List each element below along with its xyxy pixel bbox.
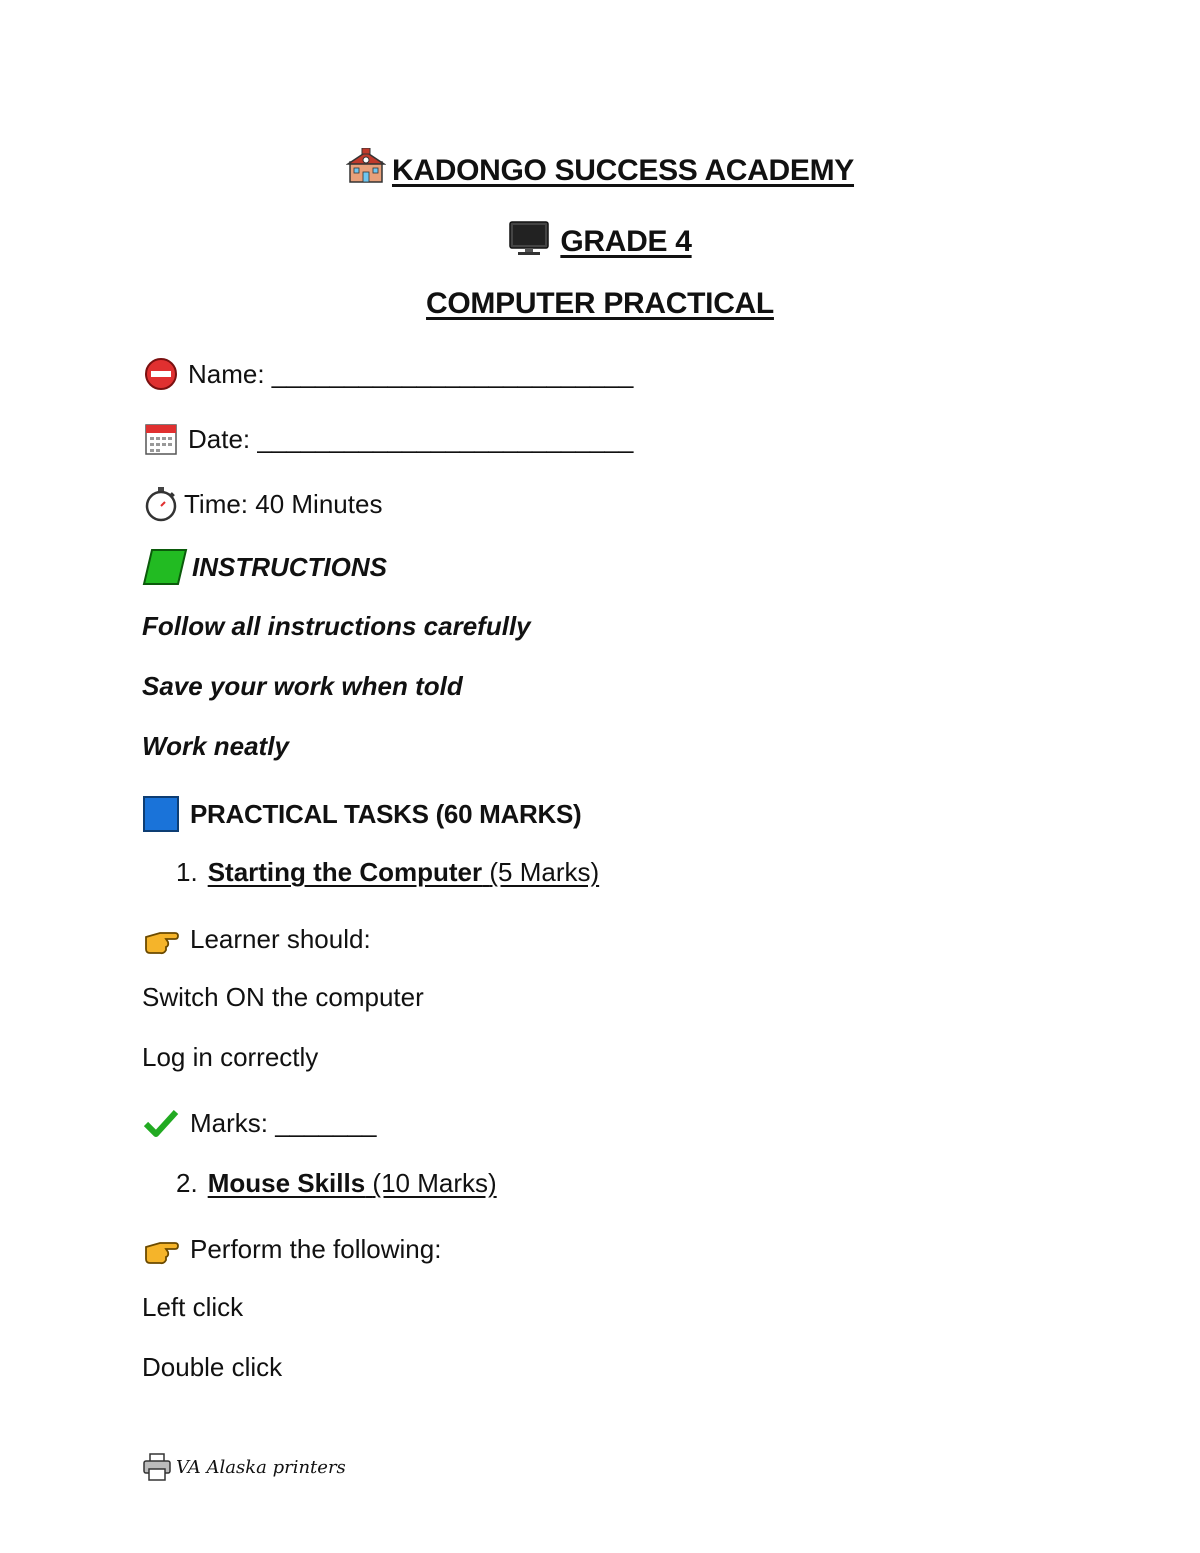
school-icon (346, 148, 386, 184)
grade-label: GRADE 4 (560, 225, 692, 258)
task1-step: Log in correctly (142, 1042, 319, 1072)
grade-title (0, 220, 1200, 259)
green-parallelogram-icon (142, 548, 188, 586)
instructions-label: INSTRUCTIONS (192, 551, 387, 582)
task2-number: 2. (176, 1168, 198, 1198)
task2-step: Double click (142, 1352, 283, 1382)
instruction-item: Save your work when told (142, 671, 463, 701)
task2-title-wrap (208, 1168, 497, 1199)
task1-lead (142, 920, 371, 958)
task1-title: Starting the Computer (207, 857, 483, 887)
task1-lead-text: Learner should: (190, 923, 371, 954)
task2-title: Mouse Skills (207, 1168, 366, 1198)
pointing-hand-icon (142, 1230, 180, 1268)
task1-marks-field (142, 1104, 376, 1142)
no-entry-icon (142, 355, 180, 393)
pointing-hand-icon (142, 920, 180, 958)
check-mark-icon (142, 1104, 180, 1142)
blue-square-icon (142, 795, 180, 833)
subject-title: COMPUTER PRACTICAL (426, 287, 774, 320)
printer-icon (142, 1452, 172, 1482)
marks-label: Marks: _______ (190, 1107, 377, 1138)
time-label: Time: 40 Minutes (184, 488, 383, 519)
task2-marks: (10 Marks) (372, 1168, 497, 1198)
instruction-item: Work neatly (142, 731, 289, 761)
name-field (142, 355, 633, 393)
calendar-icon (142, 420, 180, 458)
footer (142, 1452, 346, 1482)
school-name: KADONGO SUCCESS ACADEMY (391, 154, 855, 187)
school-title (0, 148, 1200, 188)
task1-title-wrap (208, 857, 599, 888)
task2-step: Left click (142, 1292, 244, 1322)
date-field (142, 420, 633, 458)
desktop-computer-icon (508, 220, 550, 256)
task1-number: 1. (176, 857, 198, 887)
task1-title-line (176, 857, 599, 888)
instructions-heading (142, 548, 387, 586)
footer-text: VA Alaska printers (176, 1456, 346, 1478)
stopwatch-icon (142, 485, 180, 523)
instruction-item: Follow all instructions carefully (142, 611, 531, 641)
tasks-label: PRACTICAL TASKS (60 MARKS) (190, 798, 582, 829)
tasks-heading (142, 795, 581, 833)
name-label: Name: _________________________ (188, 358, 634, 389)
date-label: Date: __________________________ (188, 423, 634, 454)
task2-title-line (176, 1168, 497, 1199)
time-field (142, 485, 382, 523)
task1-step: Switch ON the computer (142, 982, 424, 1012)
task2-lead-text: Perform the following: (190, 1233, 442, 1264)
task1-marks: (5 Marks) (489, 857, 600, 887)
task2-lead (142, 1230, 441, 1268)
